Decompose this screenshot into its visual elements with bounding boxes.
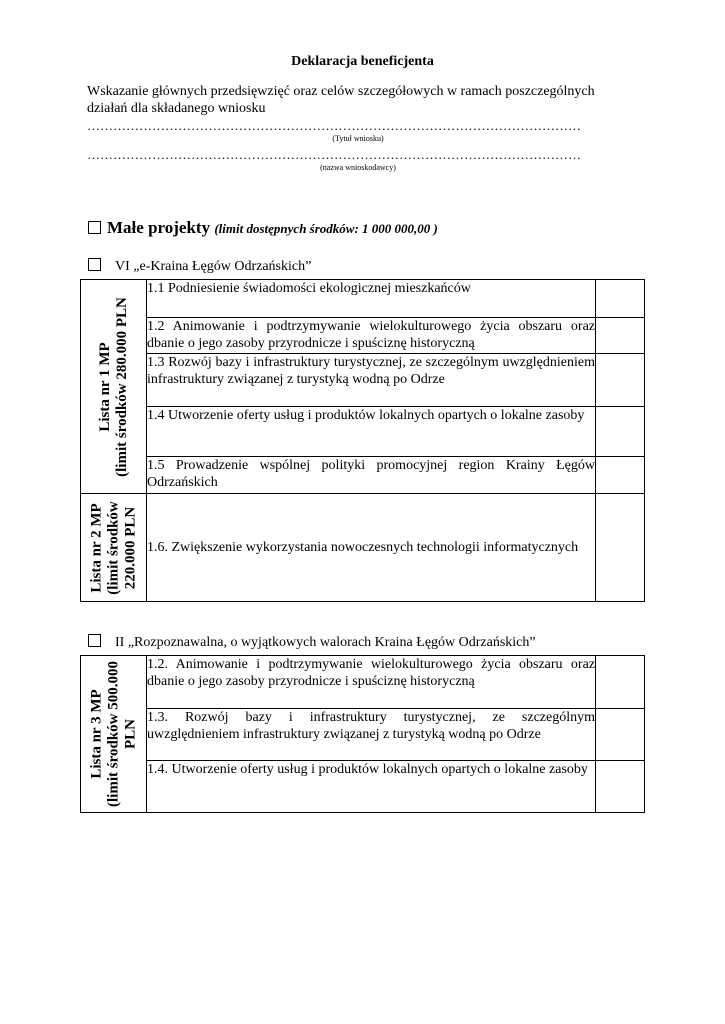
list1-item-5-checkbox[interactable] [596, 457, 645, 494]
list1-item-1-checkbox[interactable] [596, 280, 645, 318]
section-vi-heading [88, 258, 311, 275]
list3-name: Lista nr 3 MP [88, 689, 104, 779]
small-projects-label: Małe projekty [107, 218, 211, 237]
small-projects-heading [88, 218, 438, 238]
list3-currency: PLN [122, 719, 138, 750]
list2-limit: (limit środków [105, 500, 121, 595]
section-vi-table [80, 279, 645, 602]
list3-item-2-checkbox[interactable] [596, 709, 645, 761]
small-projects-checkbox[interactable] [88, 221, 101, 234]
list3-label [88, 661, 139, 807]
table-row [81, 407, 645, 457]
list1-item-1: 1.1 Podniesienie świadomości ekologicznej mieszkańców [147, 280, 596, 318]
list1-item-2: 1.2 Animowanie i podtrzymywanie wielokulturowego życia obszaru oraz dbanie o jego zasoby przyrodnicze i spuściznę historyczną [147, 318, 596, 354]
list1-name: Lista nr 1 MP [96, 341, 113, 432]
list1-item-5: 1.5 Prowadzenie wspólnej polityki promocyjnej region Krainy Łęgów Odrzańskich [147, 457, 596, 494]
list2-label [88, 501, 139, 594]
list3-item-3: 1.4. Utworzenie oferty usług i produktów lokalnych opartych o lokalne zasoby [147, 761, 596, 813]
list1-item-3: 1.3 Rozwój bazy i infrastruktury turystycznej, ze szczególnym uwzględnieniem infrastruktury związanej z turystyką wodną po Odrze [147, 354, 596, 407]
document-title: Deklaracja beneficjenta [291, 54, 434, 69]
project-title-field[interactable]: …………………………………………………………………………………………………… [87, 120, 581, 132]
applicant-name-field[interactable]: …………………………………………………………………………………………………… [87, 149, 581, 161]
list3-limit: (limit środków 500.000 [105, 661, 121, 807]
list1-label [97, 297, 131, 477]
list3-item-3-checkbox[interactable] [596, 761, 645, 813]
section-ii-label: II „Rozpoznawalna, o wyjątkowych walorach Kraina Łęgów Odrzańskich” [115, 635, 536, 650]
list1-item-4-checkbox[interactable] [596, 407, 645, 457]
project-title-caption: (Tytuł wniosku) [332, 134, 384, 143]
list2-amount: 220.000 PLN [122, 506, 138, 589]
list2-name: Lista nr 2 MP [88, 502, 104, 593]
section-vi-checkbox[interactable] [88, 258, 101, 271]
list2-item-1-checkbox[interactable] [596, 494, 645, 602]
table-row [81, 761, 645, 813]
list2-item-1: 1.6. Zwiększenie wykorzystania nowoczesnych technologii informatycznych [147, 494, 596, 602]
section-ii-heading [88, 634, 536, 651]
list2-label-cell [81, 494, 147, 602]
list3-label-cell [81, 656, 147, 813]
table-row [81, 656, 645, 709]
list1-item-4: 1.4 Utworzenie oferty usług i produktów lokalnych opartych o lokalne zasoby [147, 407, 596, 457]
section-vi-label: VI „e-Kraina Łęgów Odrzańskich” [115, 259, 312, 274]
list1-limit: (limit środków 280.000 PLN [113, 296, 130, 477]
applicant-name-caption: (nazwa wnioskodawcy) [320, 163, 396, 172]
list1-item-2-checkbox[interactable] [596, 318, 645, 354]
table-row [81, 709, 645, 761]
list3-item-1: 1.2. Animowanie i podtrzymywanie wielokulturowego życia obszaru oraz dbanie o jego zasoby przyrodnicze i spuściznę historyczną [147, 656, 596, 709]
intro-text: Wskazanie głównych przedsięwzięć oraz celów szczegółowych w ramach poszczególnych działań dla składanego wniosku [87, 84, 595, 116]
list3-item-1-checkbox[interactable] [596, 656, 645, 709]
small-projects-limit: (limit dostępnych środków: 1 000 000,00 ) [214, 221, 438, 236]
table-row [81, 457, 645, 494]
section-ii-table [80, 655, 645, 813]
list1-item-3-checkbox[interactable] [596, 354, 645, 407]
list1-label-cell [81, 280, 147, 494]
list3-item-2: 1.3. Rozwój bazy i infrastruktury turystycznej, ze szczególnym uwzględnieniem infrastruktury związanej z turystyką wodną po Odrze [147, 709, 596, 761]
table-row [81, 494, 645, 602]
table-row [81, 318, 645, 354]
table-row [81, 354, 645, 407]
section-ii-checkbox[interactable] [88, 634, 101, 647]
table-row [81, 280, 645, 318]
